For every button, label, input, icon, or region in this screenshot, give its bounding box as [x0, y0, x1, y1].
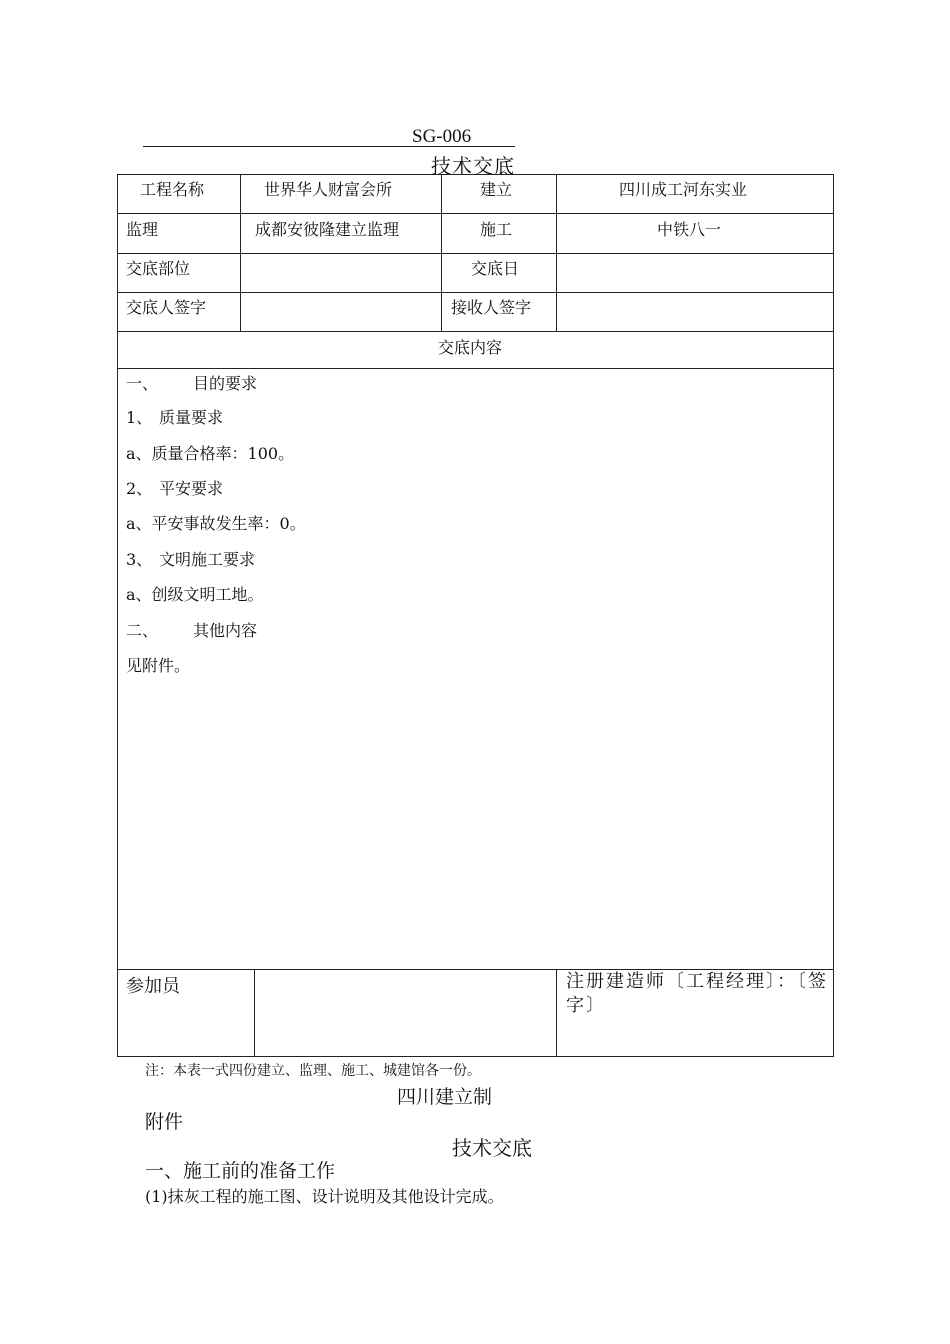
table-note: 注：本表一式四份建立、监理、施工、城建馆各一份。 [145, 1063, 481, 1079]
line-text: 质量要求 [159, 408, 224, 427]
table-rule [117, 253, 834, 254]
content-header: 交底内容 [438, 338, 503, 357]
table-rule [117, 368, 834, 369]
disclosure-part-label: 交底部位 [126, 259, 191, 278]
table-rule [441, 174, 442, 331]
content-line [126, 441, 294, 464]
line-number: 2、 [126, 479, 153, 498]
attachment-label: 附件 [145, 1111, 184, 1133]
section-heading: 一、施工前的准备工作 [145, 1160, 336, 1182]
content-line [126, 371, 258, 394]
line-number: 一、 [126, 374, 159, 393]
project-name-value: 世界华人财富会所 [264, 180, 393, 199]
table-rule [117, 213, 834, 214]
builder-value: 四川成工河东实业 [619, 180, 748, 199]
content-line [126, 582, 264, 605]
table-rule [556, 174, 557, 331]
form-code: SG-006 [412, 126, 472, 147]
participants-label: 参加员 [126, 976, 180, 997]
line-text: 文明施工要求 [159, 550, 256, 569]
supervisor-value: 成都安彼隆建立监理 [255, 220, 400, 239]
table-rule [117, 331, 834, 332]
contractor-label: 施工 [480, 220, 513, 239]
line-number: 3、 [126, 550, 153, 569]
content-line [126, 511, 306, 534]
discloser-signature-label: 交底人签字 [126, 298, 207, 317]
line-text: 其他内容 [193, 621, 258, 640]
contractor-value: 中铁八一 [657, 220, 722, 239]
receiver-signature-label: 接收人签字 [451, 298, 532, 317]
line-text: a、平安事故发生率：0。 [126, 514, 306, 533]
attachment-title: 技术交底 [452, 1136, 532, 1160]
line-number: 1、 [126, 408, 153, 427]
line-text: 见附件。 [126, 656, 191, 675]
line-text: a、质量合格率：100。 [126, 444, 295, 463]
content-line [126, 618, 258, 641]
builder-label: 建立 [480, 180, 513, 199]
content-line [126, 547, 256, 570]
content-line [126, 653, 190, 676]
content-line [126, 405, 224, 428]
line-number: 二、 [126, 621, 159, 640]
line-text: a、创级文明工地。 [126, 585, 264, 604]
supervisor-label: 监理 [126, 220, 159, 239]
disclosure-date-label: 交底日 [471, 259, 520, 278]
table-rule [240, 174, 241, 331]
project-name-label: 工程名称 [140, 180, 205, 199]
section-item: (1)抹灰工程的施工图、设计说明及其他设计完成。 [145, 1187, 504, 1206]
table-rule [117, 292, 834, 293]
table-rule [254, 969, 255, 1057]
document-title: 技术交底 [431, 154, 515, 178]
line-text: 目的要求 [193, 374, 258, 393]
table-rule [556, 969, 557, 1057]
engineer-signature-label: 注册建造师〔工程经理〕：〔签字〕 [566, 971, 828, 1016]
content-line [126, 476, 224, 499]
form-maker: 四川建立制 [397, 1086, 493, 1108]
line-text: 平安要求 [159, 479, 224, 498]
